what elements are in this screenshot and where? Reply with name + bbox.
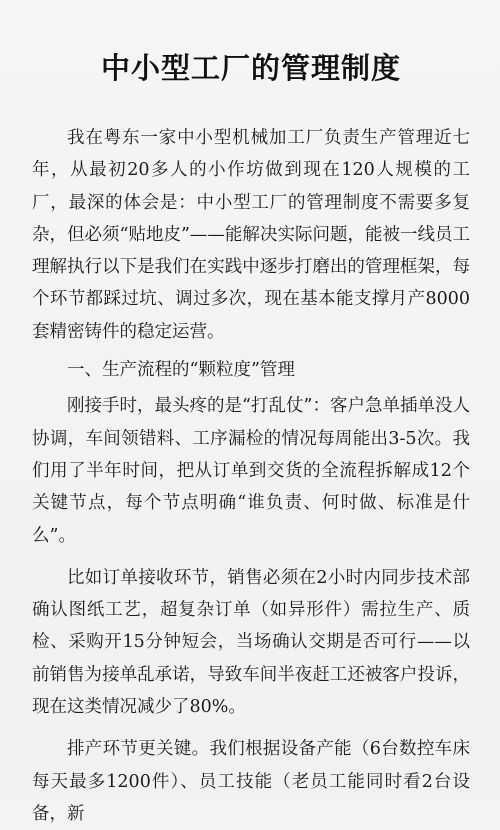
body-paragraph: 比如订单接收环节，销售必须在2小时内同步技术部确认图纸工艺，超复杂订单（如异形件）需拉生产、质检、采购开15分钟短会，当场确认交期是否可行——以前销售为接单乱承诺，导致车间半夜赶工还被客户投诉，现在这类情况减少了80%。 <box>32 567 470 718</box>
section-heading: 一、生产流程的“颗粒度”管理 <box>67 360 295 381</box>
body-paragraph: 排产环节更关键。我们根据设备产能（6台数控车床每天最多1200件）、员工技能（老员工能同时看2台设备，新 <box>32 739 470 824</box>
intro-paragraph: 我在粤东一家中小型机械加工厂负责生产管理近七年，从最初20多人的小作坊做到现在120人规模的工厂，最深的体会是：中小型工厂的管理制度不需要多复杂，但必须“贴地皮”——能解决实际问题，能被一线员工理解执行以下是我们在实践中逐步打磨出的管理框架，每个环节都踩过坑、调过多次，现在基本能支撑月产8000套精密铸件的稳定运营。 <box>32 128 470 342</box>
document-title: 中小型工厂的管理制度 <box>100 51 401 85</box>
body-paragraph: 刚接手时，最头疼的是“打乱仗”：客户急单插单没人协调，车间领错料、工序漏检的情况每周能出3-5次。我们用了半年时间，把从订单到交货的全流程拆解成12个关键节点，每个节点明确“谁负责、何时做、标准是什么”。 <box>32 396 470 546</box>
